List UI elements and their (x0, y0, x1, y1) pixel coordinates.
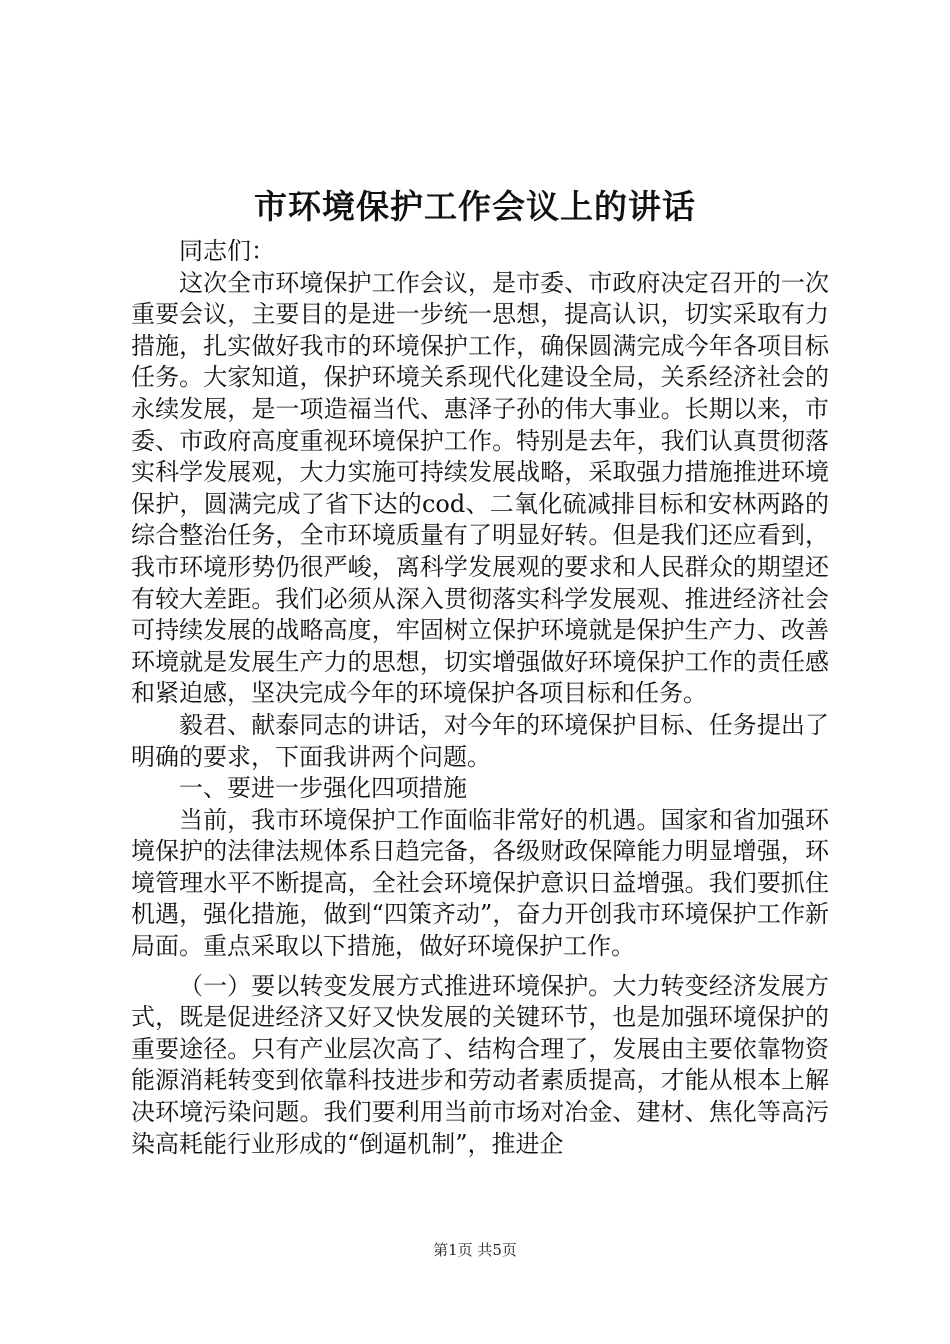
salutation: 同志们： (179, 237, 275, 265)
document-title: 市环境保护工作会议上的讲话 (254, 187, 696, 226)
paragraph-subsection-1: （一）要以转变发展方式推进环境保护。大力转变经济发展方式，既是促进经济又好又快发展的关键环节，也是加强环境保护的重要途径。只有产业层次高了、结构合理了，发展由主要依靠物资能源消耗转变到依靠科技进步和劳动者素质提高，才能从根本上解决环境污染问题。我们要利用当前市场对冶金、建材、焦化等高污染高耗能行业形成的“倒逼机制”，推进企 (131, 971, 829, 1158)
document-body (131, 236, 829, 1160)
paragraph-intro: 这次全市环境保护工作会议，是市委、市政府决定召开的一次重要会议，主要目的是进一步统一思想，提高认识，切实采取有力措施，扎实做好我市的环境保护工作，确保圆满完成今年各项目标任务。大家知道，保护环境关系现代化建设全局，关系经济社会的永续发展，是一项造福当代、惠泽子孙的伟大事业。长期以来，市委、市政府高度重视环境保护工作。特别是去年，我们认真贯彻落实科学发展观，大力实施可持续发展战略，采取强力措施推进环境保护，圆满完成了省下达的cod、二氧化硫减排目标和安林两路的综合整治任务，全市环境质量有了明显好转。但是我们还应看到，我市环境形势仍很严峻，离科学发展观的要求和人民群众的期望还有较大差距。我们必须从深入贯彻落实科学发展观、推进经济社会可持续发展的战略高度，牢固树立保护环境就是保护生产力、改善环境就是发展生产力的思想，切实增强做好环境保护工作的责任感和紧迫感，坚决完成今年的环境保护各项目标和任务。 (131, 268, 829, 708)
paragraph-transition: 毅君、献泰同志的讲话，对今年的环境保护目标、任务提出了明确的要求，下面我讲两个问题。 (131, 710, 829, 771)
section-heading-1: 一、要进一步强化四项措施 (179, 774, 467, 803)
page-number-footer: 第1页 共5页 (433, 1241, 517, 1259)
paragraph-section-1: 当前，我市环境保护工作面临非常好的机遇。国家和省加强环境保护的法律法规体系日趋完备，各级财政保障能力明显增强，环境管理水平不断提高，全社会环境保护意识日益增强。我们要抓住机遇，强化措施，做到“四策齐动”，奋力开创我市环境保护工作新局面。重点采取以下措施，做好环境保护工作。 (131, 805, 829, 961)
